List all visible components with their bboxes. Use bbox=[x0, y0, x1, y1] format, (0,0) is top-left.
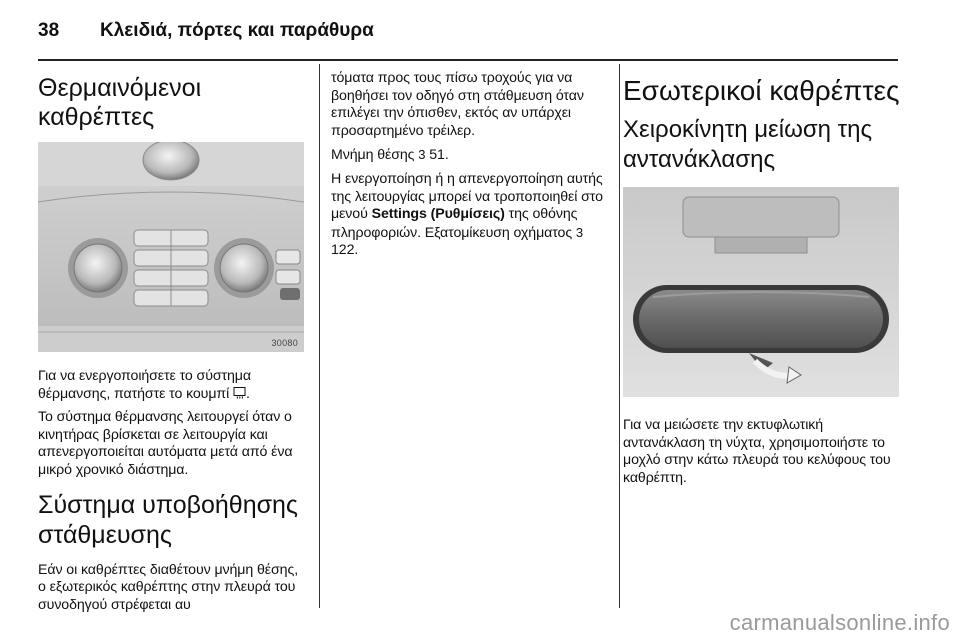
menu-name: Settings (Ρυθμίσεις) bbox=[371, 206, 505, 223]
column-2 bbox=[331, 64, 605, 266]
paragraph-end: . bbox=[246, 385, 250, 402]
manual-antidazzle-heading: Χειροκίνητη μείωση της αντανάκλασης bbox=[623, 116, 873, 173]
paragraph: Εάν οι καθρέπτες διαθέτουν μνήμη θέσης, ο εξωτερικός καθρέπτης στην πλευρά του συνοδηγού στρέφεται αυ bbox=[38, 561, 299, 613]
rear-window-heater-icon bbox=[233, 387, 246, 399]
paragraph: Το σύστημα θέρμανσης λειτουργεί όταν ο κινητήρας βρίσκεται σε λειτουργία και απενεργοποιείται αυτόματα μετά από ένα μικρό χρονικό διάστημα. bbox=[38, 409, 293, 478]
parking-assist-heading: Σύστημα υποβοήθησης στάθμευσης bbox=[38, 490, 298, 549]
page-reference-icon: 3 bbox=[418, 147, 426, 163]
page-reference-icon: 3 bbox=[575, 224, 584, 240]
paragraph: τόματα προς τους πίσω τροχούς για να βοηθήσει τον οδηγό στη στάθμευση όταν επιλέγει την όπισθεν, εκτός αν υπάρχει προσαρτημένο τρέιλερ. bbox=[331, 70, 584, 139]
page-header bbox=[38, 16, 374, 46]
page-reference[interactable]: 51. bbox=[429, 147, 449, 164]
paragraph bbox=[38, 368, 304, 403]
column-1 bbox=[38, 64, 304, 620]
page-number: 38 bbox=[38, 20, 60, 41]
paragraph-text: Μνήμη θέσης bbox=[331, 147, 415, 164]
climate-panel-illustration bbox=[38, 142, 304, 352]
page-reference[interactable]: 122. bbox=[331, 242, 359, 259]
interior-mirrors-heading: Εσωτερικοί καθρέπτες bbox=[623, 75, 900, 106]
mirror-illustration bbox=[623, 187, 899, 397]
paragraph: Για να μειώσετε την εκτυφλωτική αντανάκλαση τη νύχτα, χρησιμοποιήστε το μοχλό στην κάτω πλευρά του κελύφους του καθρέπτη. bbox=[623, 417, 891, 486]
paragraph-text: Για να ενεργοποιήσετε το σύστημα θέρμανσης, πατήστε το κουμπί bbox=[38, 368, 251, 402]
paragraph bbox=[331, 146, 605, 165]
column-divider-2 bbox=[619, 64, 620, 608]
figure-code: 30080 bbox=[271, 338, 298, 348]
footer-watermark: carmanualsonline.info bbox=[729, 610, 950, 635]
heated-mirrors-heading: Θερμαινόμενοι καθρέπτες bbox=[38, 74, 202, 131]
column-3 bbox=[623, 64, 903, 493]
column-divider-1 bbox=[319, 64, 320, 608]
climate-control-panel-photo bbox=[38, 142, 304, 352]
paragraph-text: Η ενεργοποίηση ή η απενεργοποίηση αυτής της λειτουργίας μπορεί να τροποποιηθεί στο μενού bbox=[331, 170, 603, 223]
chapter-title: Κλειδιά, πόρτες και παράθυρα bbox=[100, 20, 374, 41]
paragraph-text: της οθόνης πληροφοριών. Εξατομίκευση οχήματος bbox=[331, 206, 578, 241]
header-rule bbox=[38, 59, 898, 61]
interior-mirror-photo bbox=[623, 187, 899, 397]
paragraph bbox=[331, 171, 605, 260]
